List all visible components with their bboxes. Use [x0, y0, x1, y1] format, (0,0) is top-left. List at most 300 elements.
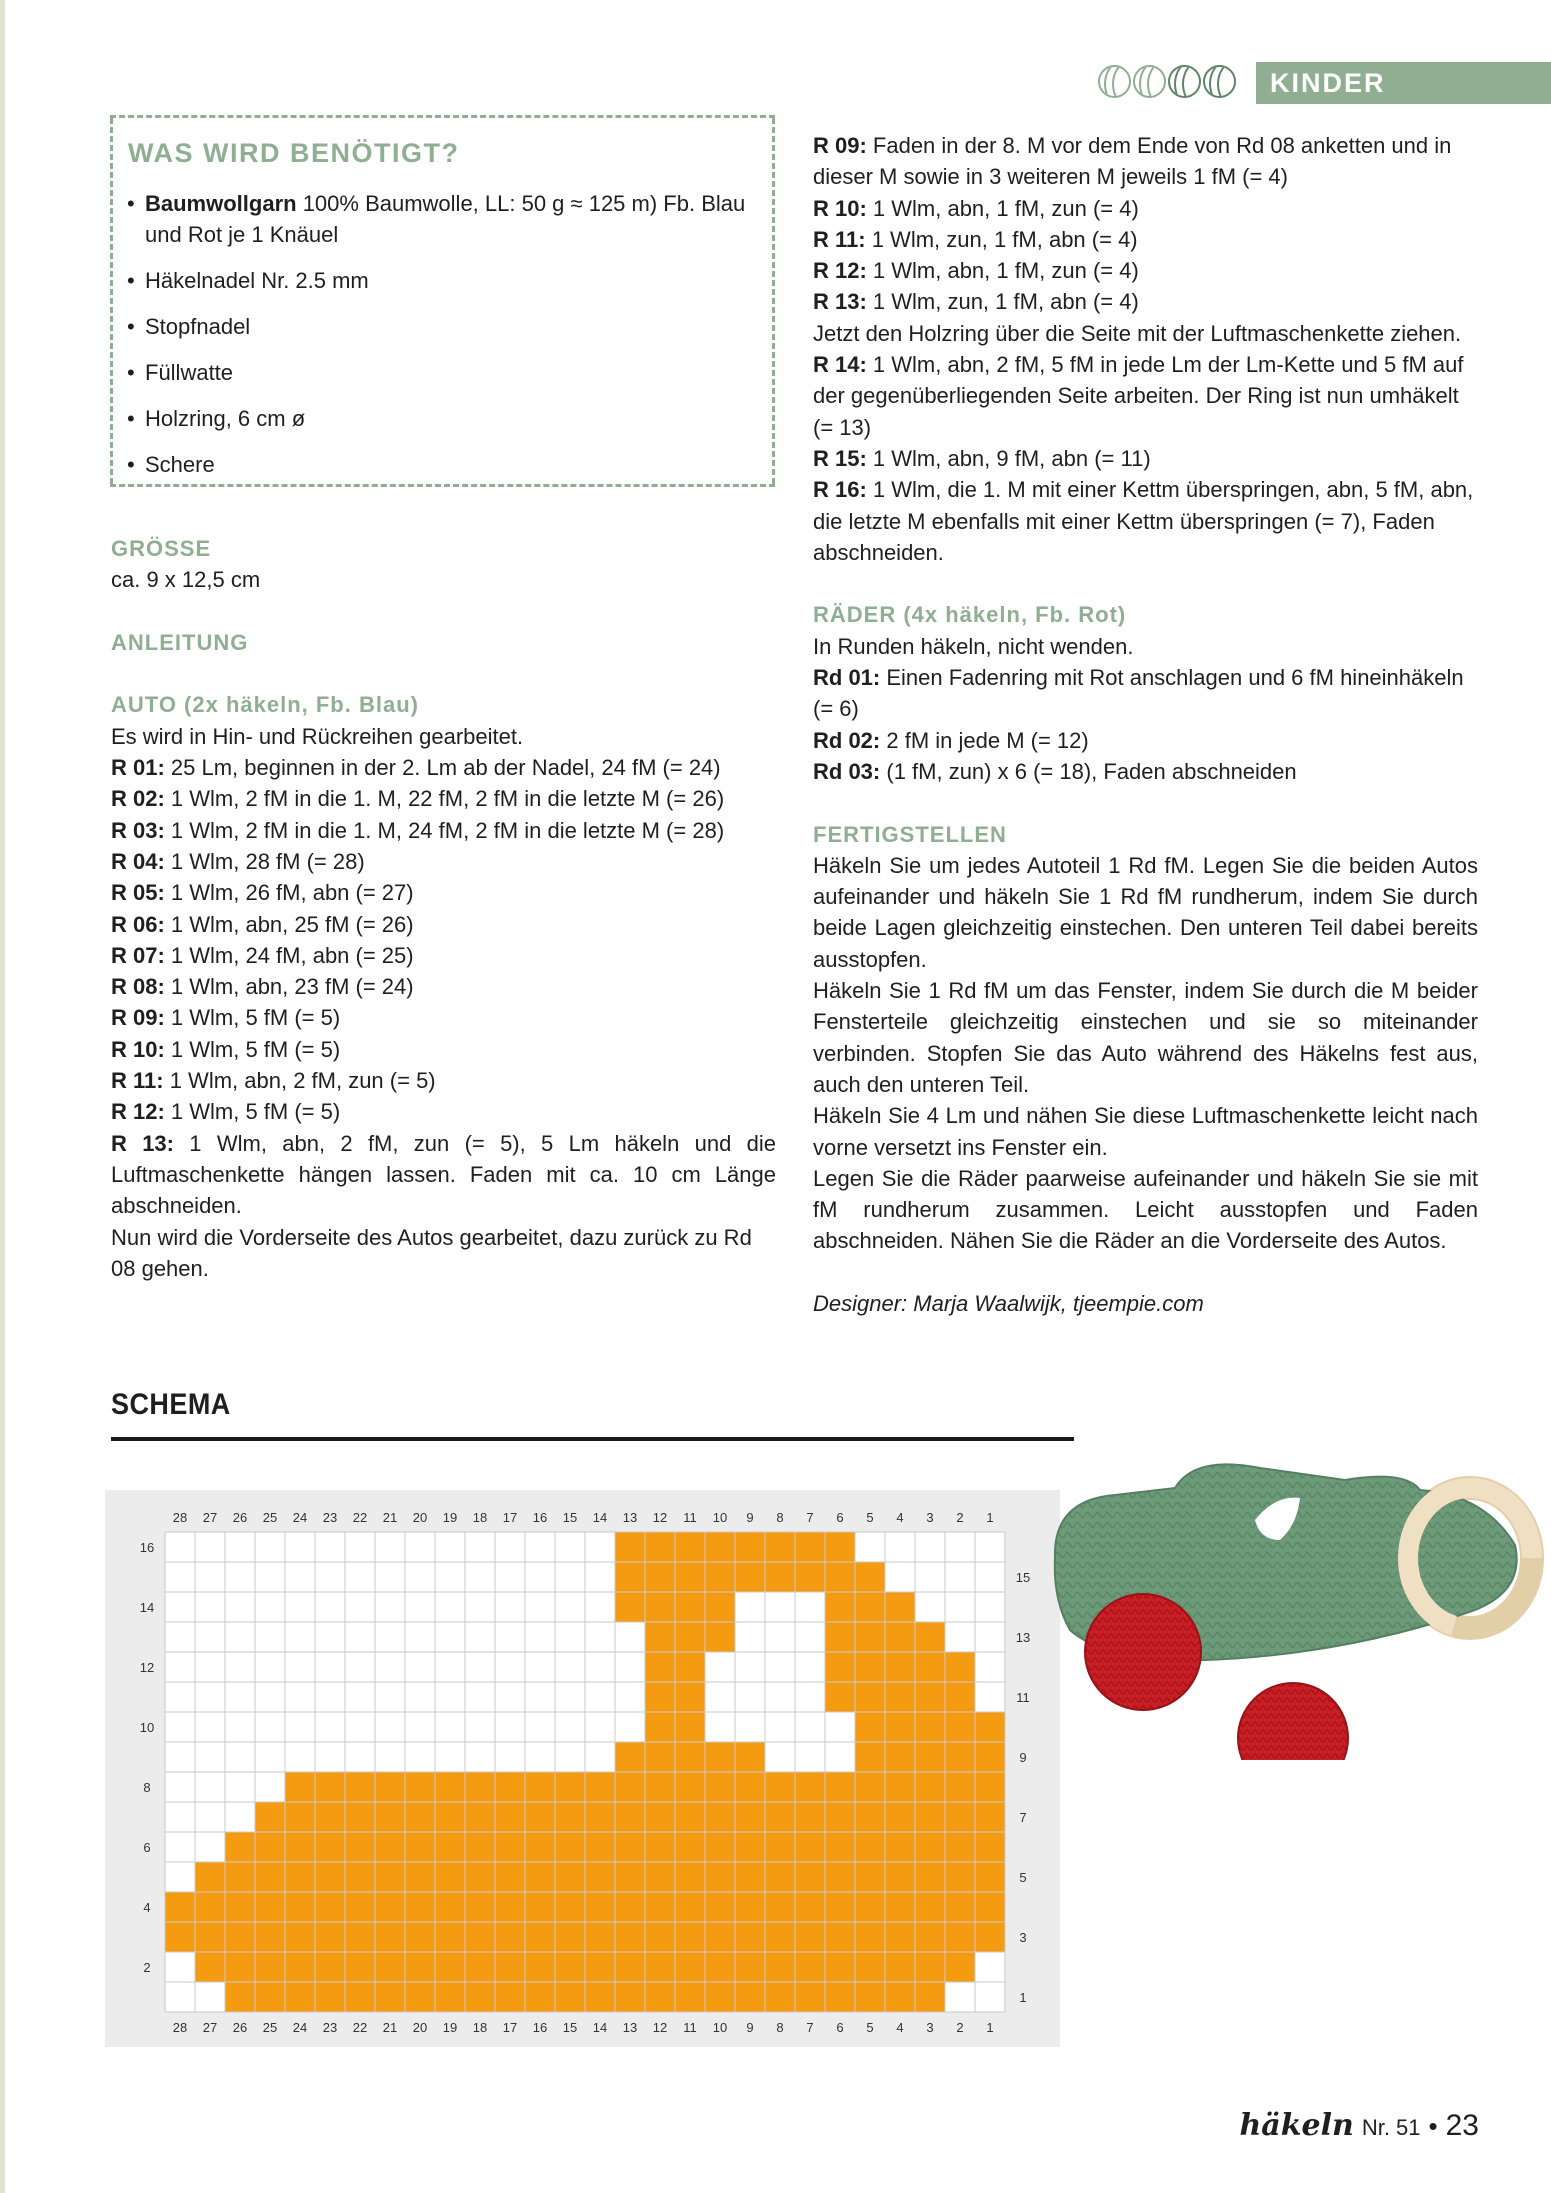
chart-stitch-cell	[555, 1892, 585, 1922]
chart-stitch-cell	[705, 1832, 735, 1862]
auto-note: Nun wird die Vorderseite des Autos gearbeitet, dazu zurück zu Rd 08 gehen.	[111, 1224, 752, 1281]
chart-stitch-cell	[375, 1892, 405, 1922]
chart-column-label-bottom: 23	[322, 2020, 338, 2035]
chart-stitch-cell	[435, 1892, 465, 1922]
chart-stitch-cell	[975, 1832, 1005, 1862]
chart-column-label-top: 15	[562, 1510, 578, 1525]
row-label: R 12:	[813, 258, 867, 284]
chart-stitch-cell	[765, 1772, 795, 1802]
instruction-row	[813, 725, 1478, 756]
chart-stitch-cell	[645, 1652, 675, 1682]
chart-stitch-cell	[705, 1742, 735, 1772]
chart-stitch-cell	[315, 1982, 345, 2012]
row-label: R 10:	[813, 195, 867, 221]
chart-stitch-cell	[765, 1952, 795, 1982]
auto-heading: AUTO (2x häkeln, Fb. Blau)	[111, 692, 419, 718]
chart-stitch-cell	[825, 1622, 855, 1652]
chart-row-label-right: 11	[1016, 1690, 1030, 1705]
chart-stitch-cell	[465, 1952, 495, 1982]
row-text: 2 fM in jede M (= 12)	[880, 727, 1089, 753]
wheel-rows	[813, 662, 1478, 787]
chart-stitch-cell	[975, 1712, 1005, 1742]
chart-stitch-cell	[735, 1982, 765, 2012]
chart-stitch-cell	[285, 1922, 315, 1952]
chart-column-label-bottom: 8	[776, 2020, 784, 2035]
chart-stitch-cell	[945, 1892, 975, 1922]
chart-stitch-cell	[675, 1562, 705, 1592]
chart-stitch-cell	[945, 1682, 975, 1712]
chart-stitch-cell	[615, 1982, 645, 2012]
chart-row-label-left: 16	[139, 1540, 155, 1555]
chart-stitch-cell	[705, 1802, 735, 1832]
chart-stitch-cell	[555, 1952, 585, 1982]
instruction-row	[111, 815, 776, 846]
chart-stitch-cell	[615, 1892, 645, 1922]
row-label: R 01:	[111, 755, 165, 781]
material-item-text: 100% Baumwolle, LL: 50 g ≈ 125 m) Fb. Blau und Rot je 1 Knäuel	[145, 191, 746, 247]
chart-stitch-cell	[585, 1922, 615, 1952]
chart-stitch-cell	[855, 1622, 885, 1652]
yarn-ball-icon	[1133, 65, 1166, 98]
chart-stitch-cell	[555, 1922, 585, 1952]
chart-stitch-cell	[675, 1952, 705, 1982]
chart-stitch-cell	[315, 1802, 345, 1832]
instruction-row	[111, 877, 776, 908]
chart-stitch-cell	[495, 1802, 525, 1832]
row-text: 1 Wlm, abn, 1 fM, zun (= 4)	[866, 195, 1139, 221]
chart-stitch-cell	[225, 1832, 255, 1862]
chart-stitch-cell	[855, 1922, 885, 1952]
row-text: 1 Wlm, 24 fM, abn (= 25)	[164, 942, 414, 968]
chart-stitch-cell	[315, 1862, 345, 1892]
issue-number: Nr. 51	[1361, 2115, 1421, 2140]
chart-stitch-cell	[735, 1802, 765, 1832]
row-label: R 05:	[111, 880, 165, 906]
instruction-row	[111, 940, 776, 971]
chart-stitch-cell	[645, 1982, 675, 2012]
chart-stitch-cell	[795, 1532, 825, 1562]
schema-title: SCHEMA	[111, 1388, 231, 1421]
chart-stitch-cell	[765, 1982, 795, 2012]
chart-stitch-cell	[225, 1982, 255, 2012]
chart-stitch-cell	[645, 1802, 675, 1832]
chart-stitch-cell	[495, 1832, 525, 1862]
chart-stitch-cell	[645, 1682, 675, 1712]
chart-stitch-cell	[675, 1622, 705, 1652]
chart-stitch-cell	[645, 1952, 675, 1982]
chart-stitch-cell	[405, 1832, 435, 1862]
material-item	[125, 449, 755, 480]
chart-row-label-right: 15	[1015, 1570, 1031, 1585]
finish-paragraph: Legen Sie die Räder paarweise aufeinander und häkeln Sie sie mit fM rundherum zusammen. Leicht ausstopfen und Faden abschneiden. Nähen Sie die Räder an die Vorderseite des Autos.	[813, 1165, 1478, 1254]
material-item-text: Füllwatte	[145, 360, 234, 385]
chart-stitch-cell	[345, 1892, 375, 1922]
chart-column-label-bottom: 12	[652, 2020, 668, 2035]
chart-column-label-top: 1	[986, 1510, 994, 1525]
instruction-row	[111, 909, 776, 940]
chart-stitch-cell	[675, 1862, 705, 1892]
instruction-row	[111, 752, 776, 783]
row-text: 25 Lm, beginnen in der 2. Lm ab der Nadel, 24 fM (= 24)	[164, 755, 721, 781]
chart-stitch-cell	[855, 1862, 885, 1892]
chart-stitch-cell	[885, 1712, 915, 1742]
chart-stitch-cell	[975, 1802, 1005, 1832]
row-label: R 13:	[111, 1130, 174, 1156]
chart-stitch-cell	[795, 1982, 825, 2012]
chart-stitch-cell	[945, 1742, 975, 1772]
section-tab	[1256, 62, 1551, 104]
chart-stitch-cell	[525, 1892, 555, 1922]
chart-stitch-cell	[555, 1802, 585, 1832]
chart-column-label-bottom: 14	[592, 2020, 608, 2035]
chart-stitch-cell	[795, 1772, 825, 1802]
chart-stitch-cell	[645, 1742, 675, 1772]
chart-stitch-cell	[675, 1592, 705, 1622]
chart-column-label-bottom: 27	[202, 2020, 218, 2035]
instruction-row	[813, 286, 1478, 317]
chart-stitch-cell	[675, 1922, 705, 1952]
chart-stitch-cell	[705, 1922, 735, 1952]
chart-stitch-cell	[435, 1832, 465, 1862]
chart-stitch-cell	[795, 1952, 825, 1982]
row-text: 1 Wlm, die 1. M mit einer Kettm überspringen, abn, 5 fM, abn, die letzte M ebenfalls mit einer Kettm überspringen (= 7), Faden abschneiden.	[813, 477, 1474, 565]
chart-stitch-cell	[765, 1802, 795, 1832]
yarn-ball-icon	[1203, 65, 1236, 98]
finish-paragraph: Häkeln Sie 4 Lm und nähen Sie diese Luftmaschenkette leicht nach vorne versetzt ins Fenster ein.	[813, 1103, 1478, 1160]
instruction-row	[813, 130, 1478, 193]
chart-stitch-cell	[345, 1922, 375, 1952]
chart-stitch-cell	[885, 1652, 915, 1682]
row-text: 1 Wlm, abn, 9 fM, abn (= 11)	[866, 445, 1151, 471]
row-text: 1 Wlm, abn, 2 fM, 5 fM in jede Lm der Lm-Kette und 5 fM auf der gegenüberliegenden Seite arbeiten. Der Ring ist nun umhäkelt (= 13)	[813, 352, 1464, 440]
chart-stitch-cell	[345, 1772, 375, 1802]
car-wheel-rear	[1238, 1683, 1348, 1760]
chart-stitch-cell	[525, 1982, 555, 2012]
magazine-name: häkeln	[1239, 2108, 1354, 2143]
chart-stitch-cell	[855, 1592, 885, 1622]
chart-stitch-cell	[375, 1772, 405, 1802]
chart-stitch-cell	[675, 1682, 705, 1712]
chart-stitch-cell	[975, 1772, 1005, 1802]
chart-stitch-cell	[495, 1982, 525, 2012]
chart-stitch-cell	[765, 1832, 795, 1862]
instruction-row	[111, 1002, 776, 1033]
chart-stitch-cell	[855, 1832, 885, 1862]
chart-stitch-cell	[555, 1862, 585, 1892]
chart-row-label-left: 14	[139, 1600, 155, 1615]
chart-stitch-cell	[645, 1562, 675, 1592]
material-item-text: Holzring, 6 cm ø	[145, 406, 306, 431]
chart-stitch-cell	[345, 1952, 375, 1982]
row-text: Faden in der 8. M vor dem Ende von Rd 08 anketten und in dieser M sowie in 3 weiteren M jeweils 1 fM (= 4)	[813, 133, 1452, 190]
chart-stitch-cell	[645, 1892, 675, 1922]
chart-stitch-cell	[585, 1772, 615, 1802]
chart-stitch-cell	[195, 1892, 225, 1922]
materials-title: WAS WIRD BENÖTIGT?	[128, 138, 460, 168]
chart-stitch-cell	[825, 1772, 855, 1802]
chart-stitch-cell	[885, 1832, 915, 1862]
page-footer	[1239, 2108, 1479, 2143]
material-item	[125, 265, 755, 296]
chart-stitch-cell	[735, 1742, 765, 1772]
row-text: 1 Wlm, 5 fM (= 5)	[164, 1099, 341, 1125]
chart-stitch-cell	[675, 1832, 705, 1862]
chart-stitch-cell	[795, 1562, 825, 1592]
instruction-row	[111, 1128, 776, 1222]
page-number: 23	[1445, 2109, 1479, 2142]
row-text: (1 fM, zun) x 6 (= 18), Faden abschneiden	[880, 758, 1297, 784]
chart-row-label-left: 6	[143, 1840, 151, 1855]
chart-stitch-cell	[195, 1922, 225, 1952]
chart-stitch-cell	[825, 1892, 855, 1922]
chart-stitch-cell	[225, 1892, 255, 1922]
chart-stitch-cell	[885, 1592, 915, 1622]
material-item	[125, 188, 755, 250]
chart-stitch-cell	[825, 1652, 855, 1682]
chart-stitch-cell	[705, 1772, 735, 1802]
chart-stitch-cell	[285, 1982, 315, 2012]
chart-stitch-cell	[435, 1922, 465, 1952]
chart-stitch-cell	[285, 1802, 315, 1832]
chart-column-label-top: 13	[622, 1510, 638, 1525]
chart-stitch-cell	[525, 1922, 555, 1952]
chart-stitch-cell	[645, 1832, 675, 1862]
chart-stitch-cell	[495, 1952, 525, 1982]
chart-stitch-cell	[945, 1952, 975, 1982]
finish-paragraph: Häkeln Sie um jedes Autoteil 1 Rd fM. Legen Sie die beiden Autos aufeinander und häkeln Sie 1 Rd fM rundherum, indem Sie durch beide Lagen gleichzeitig einstechen. Den unteren Teil dabei bereits ausstopfen.	[813, 852, 1478, 972]
chart-stitch-cell	[645, 1622, 675, 1652]
car-wheel-front	[1085, 1594, 1201, 1710]
chart-stitch-cell	[915, 1772, 945, 1802]
chart-column-label-top: 6	[836, 1510, 844, 1525]
size-heading: GRÖSSE	[111, 536, 212, 561]
chart-stitch-cell	[915, 1802, 945, 1832]
material-item	[125, 311, 755, 342]
chart-stitch-cell	[495, 1862, 525, 1892]
chart-column-label-bottom: 21	[382, 2020, 398, 2035]
chart-stitch-cell	[315, 1892, 345, 1922]
chart-stitch-cell	[225, 1952, 255, 1982]
chart-column-label-bottom: 16	[532, 2020, 548, 2035]
chart-column-label-bottom: 6	[836, 2020, 844, 2035]
row-text: 1 Wlm, abn, 25 fM (= 26)	[164, 911, 414, 937]
chart-stitch-cell	[705, 1562, 735, 1592]
chart-stitch-cell	[585, 1982, 615, 2012]
chart-stitch-cell	[795, 1862, 825, 1892]
chart-column-label-top: 14	[592, 1510, 608, 1525]
chart-column-label-top: 8	[776, 1510, 784, 1525]
row-label: R 13:	[813, 289, 867, 315]
chart-stitch-cell	[765, 1892, 795, 1922]
size-value: ca. 9 x 12,5 cm	[111, 567, 261, 593]
chart-row-label-left: 12	[139, 1660, 155, 1675]
chart-stitch-cell	[915, 1682, 945, 1712]
chart-stitch-cell	[915, 1652, 945, 1682]
chart-stitch-cell	[915, 1862, 945, 1892]
chart-stitch-cell	[465, 1802, 495, 1832]
chart-stitch-cell	[705, 1622, 735, 1652]
chart-stitch-cell	[645, 1772, 675, 1802]
chart-stitch-cell	[825, 1922, 855, 1952]
instruction-row	[111, 1034, 776, 1065]
chart-stitch-cell	[915, 1982, 945, 2012]
chart-row-label-left: 2	[143, 1960, 151, 1975]
chart-column-label-bottom: 13	[622, 2020, 638, 2035]
chart-column-label-bottom: 25	[262, 2020, 278, 2035]
chart-stitch-cell	[915, 1892, 945, 1922]
chart-stitch-cell	[795, 1892, 825, 1922]
chart-stitch-cell	[855, 1802, 885, 1832]
chart-stitch-cell	[825, 1982, 855, 2012]
chart-column-label-bottom: 1	[986, 2020, 994, 2035]
right-column	[813, 130, 1478, 1319]
chart-stitch-cell	[675, 1532, 705, 1562]
chart-stitch-cell	[765, 1562, 795, 1592]
instruction-row	[813, 318, 1478, 349]
chart-stitch-cell	[285, 1832, 315, 1862]
crochet-chart	[105, 1490, 1060, 2047]
chart-stitch-cell	[795, 1802, 825, 1832]
chart-stitch-cell	[315, 1952, 345, 1982]
chart-column-label-top: 17	[502, 1510, 518, 1525]
chart-stitch-cell	[885, 1982, 915, 2012]
chart-stitch-cell	[705, 1892, 735, 1922]
row-label: R 11:	[813, 226, 866, 252]
row-label: R 16:	[813, 477, 867, 503]
chart-stitch-cell	[645, 1922, 675, 1952]
chart-stitch-cell	[675, 1982, 705, 2012]
chart-stitch-cell	[255, 1922, 285, 1952]
finish-paragraph: Häkeln Sie 1 Rd fM um das Fenster, indem Sie durch die M beider Fensterteile gleichzeitig einstechen und sie so miteinander verbinden. Stopfen Sie das Auto während des Häkelns fest aus, auch den unteren Teil.	[813, 978, 1478, 1097]
chart-stitch-cell	[765, 1532, 795, 1562]
row-label: R 02:	[111, 786, 165, 812]
chart-column-label-top: 19	[442, 1510, 458, 1525]
chart-stitch-cell	[405, 1862, 435, 1892]
chart-stitch-cell	[615, 1862, 645, 1892]
chart-stitch-cell	[225, 1922, 255, 1952]
chart-stitch-cell	[825, 1952, 855, 1982]
chart-column-label-bottom: 18	[472, 2020, 488, 2035]
auto-rows	[111, 752, 776, 1221]
chart-stitch-cell	[525, 1952, 555, 1982]
chart-stitch-cell	[465, 1892, 495, 1922]
row-text: 1 Wlm, zun, 1 fM, abn (= 4)	[866, 289, 1139, 315]
chart-stitch-cell	[405, 1892, 435, 1922]
instruction-row	[813, 193, 1478, 224]
chart-stitch-cell	[975, 1922, 1005, 1952]
chart-row-label-right: 3	[1019, 1930, 1027, 1945]
chart-stitch-cell	[255, 1862, 285, 1892]
chart-column-label-top: 9	[746, 1510, 754, 1525]
row-label: R 06:	[111, 911, 165, 937]
chart-stitch-cell	[825, 1862, 855, 1892]
row-text: 1 Wlm, abn, 1 fM, zun (= 4)	[866, 258, 1139, 284]
chart-column-label-top: 28	[172, 1510, 188, 1525]
row-label: R 11:	[111, 1068, 164, 1094]
row-text: 1 Wlm, abn, 2 fM, zun (= 5), 5 Lm häkeln und die Luftmaschenkette hängen lassen. Faden mit ca. 10 cm Länge abschneiden.	[111, 1130, 776, 1219]
chart-stitch-cell	[195, 1952, 225, 1982]
chart-stitch-cell	[405, 1802, 435, 1832]
chart-column-label-bottom: 17	[502, 2020, 518, 2035]
chart-stitch-cell	[435, 1952, 465, 1982]
chart-stitch-cell	[435, 1802, 465, 1832]
chart-stitch-cell	[945, 1772, 975, 1802]
chart-stitch-cell	[615, 1922, 645, 1952]
yarn-ball-icon	[1168, 65, 1201, 98]
chart-row-label-right: 7	[1019, 1810, 1027, 1825]
chart-stitch-cell	[795, 1832, 825, 1862]
material-item-text: Schere	[145, 452, 215, 477]
chart-stitch-cell	[405, 1772, 435, 1802]
chart-stitch-cell	[615, 1562, 645, 1592]
chart-stitch-cell	[855, 1562, 885, 1592]
chart-stitch-cell	[375, 1862, 405, 1892]
chart-stitch-cell	[675, 1892, 705, 1922]
chart-stitch-cell	[915, 1952, 945, 1982]
chart-stitch-cell	[735, 1892, 765, 1922]
chart-column-label-top: 22	[352, 1510, 368, 1525]
chart-stitch-cell	[375, 1922, 405, 1952]
chart-stitch-cell	[765, 1922, 795, 1952]
material-item-name: Baumwollgarn	[145, 191, 297, 216]
chart-column-label-top: 24	[292, 1510, 308, 1525]
chart-column-label-top: 2	[956, 1510, 964, 1525]
chart-column-label-bottom: 19	[442, 2020, 458, 2035]
chart-column-label-top: 16	[532, 1510, 548, 1525]
chart-column-label-bottom: 7	[806, 2020, 814, 2035]
instruction-row	[813, 662, 1478, 725]
chart-stitch-cell	[315, 1832, 345, 1862]
chart-stitch-cell	[465, 1832, 495, 1862]
instruction-row	[813, 349, 1478, 443]
chart-column-label-bottom: 9	[746, 2020, 754, 2035]
row-label: Rd 03:	[813, 758, 881, 784]
section-label: KINDER	[1270, 68, 1386, 98]
chart-column-label-top: 21	[382, 1510, 398, 1525]
chart-stitch-cell	[735, 1922, 765, 1952]
chart-stitch-cell	[585, 1862, 615, 1892]
chart-stitch-cell	[885, 1742, 915, 1772]
row-text: 1 Wlm, 2 fM in die 1. M, 22 fM, 2 fM in die letzte M (= 26)	[164, 786, 725, 812]
chart-stitch-cell	[525, 1772, 555, 1802]
auto-intro: Es wird in Hin- und Rückreihen gearbeitet.	[111, 723, 524, 749]
chart-stitch-cell	[645, 1712, 675, 1742]
chart-stitch-cell	[345, 1832, 375, 1862]
chart-stitch-cell	[315, 1922, 345, 1952]
chart-stitch-cell	[855, 1892, 885, 1922]
chart-stitch-cell	[555, 1832, 585, 1862]
chart-stitch-cell	[675, 1712, 705, 1742]
chart-stitch-cell	[945, 1832, 975, 1862]
chart-stitch-cell	[255, 1952, 285, 1982]
material-item	[125, 357, 755, 388]
chart-stitch-cell	[165, 1922, 195, 1952]
chart-stitch-cell	[495, 1772, 525, 1802]
chart-row-label-right: 1	[1019, 1990, 1027, 2005]
material-item-text: Stopfnadel	[145, 314, 251, 339]
chart-stitch-cell	[885, 1892, 915, 1922]
chart-column-label-top: 25	[262, 1510, 278, 1525]
chart-stitch-cell	[405, 1952, 435, 1982]
row-label: R 10:	[111, 1036, 165, 1062]
row-label: Rd 02:	[813, 727, 881, 753]
chart-column-label-bottom: 3	[926, 2020, 934, 2035]
chart-stitch-cell	[495, 1922, 525, 1952]
chart-stitch-cell	[645, 1592, 675, 1622]
row-text: 1 Wlm, 2 fM in die 1. M, 24 fM, 2 fM in die letzte M (= 28)	[164, 817, 725, 843]
chart-stitch-cell	[555, 1982, 585, 2012]
footer-separator: •	[1428, 2111, 1438, 2141]
